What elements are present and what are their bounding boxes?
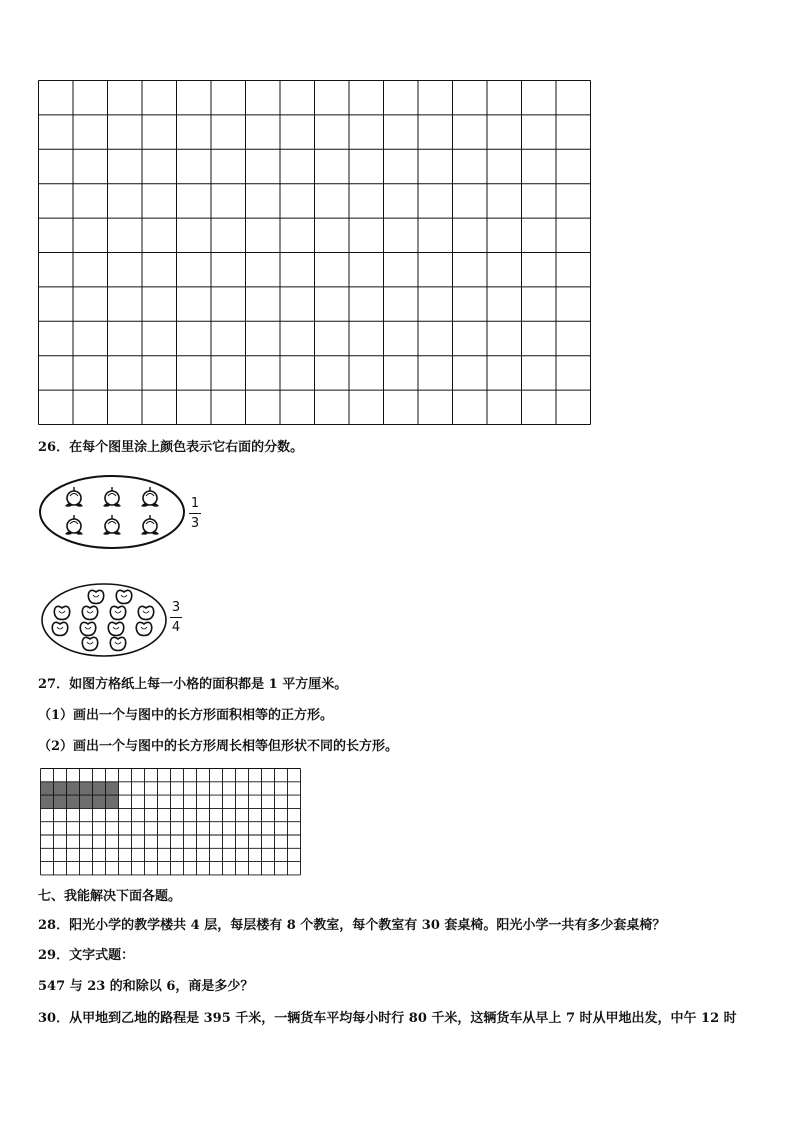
fraction-1-numerator: 1 [190, 496, 200, 511]
q26-prompt: 26．在每个图里涂上颜色表示它右面的分数。 [38, 440, 304, 455]
fraction-2-numerator: 3 [171, 600, 181, 615]
section-7-title: 七、我能解决下面各题。 [38, 889, 182, 904]
peach-icon [103, 515, 121, 535]
peach-icon [65, 515, 83, 535]
q27-part-1: （1）画出一个与图中的长方形面积相等的正方形。 [38, 708, 334, 723]
apple-icon [80, 622, 95, 635]
fraction-2-denominator: 4 [171, 620, 181, 635]
q26-group-2-oval [40, 582, 168, 658]
graph-paper-grid [40, 768, 304, 876]
apple-icon [110, 637, 125, 650]
apple-icon [54, 606, 69, 619]
q27-part-2: （2）画出一个与图中的长方形周长相等但形状不同的长方形。 [38, 739, 399, 754]
answer-grid [38, 80, 591, 425]
q29-text: 547 与 23 的和除以 6，商是多少？ [38, 979, 254, 994]
q30-text: 30．从甲地到乙地的路程是 395 千米，一辆货车平均每小时行 80 千米，这辆货车从早上 7 时从甲地出发，中午 12 时 [38, 1011, 737, 1026]
apple-icon [82, 606, 97, 619]
apple-icon [108, 622, 123, 635]
q26-group-1-oval [38, 474, 186, 550]
fraction-2-bar [170, 617, 182, 618]
fraction-one-third [189, 496, 201, 531]
apple-icon [138, 606, 153, 619]
peach-icon [141, 515, 159, 535]
fraction-1-bar [189, 513, 201, 514]
peach-icon [141, 487, 159, 507]
apple-icon [110, 606, 125, 619]
q29-label: 29．文字式题： [38, 948, 135, 963]
apple-icon [52, 622, 67, 635]
q28-text: 28．阳光小学的教学楼共 4 层，每层楼有 8 个教室，每个教室有 30 套桌椅。阳光小学一共有多少套桌椅？ [38, 918, 666, 933]
apple-icon [88, 590, 103, 603]
peach-icon [65, 487, 83, 507]
apple-icon [116, 590, 131, 603]
q27-prompt: 27．如图方格纸上每一小格的面积都是 1 平方厘米。 [38, 677, 348, 692]
fraction-1-denominator: 3 [190, 516, 200, 531]
apple-icon [136, 622, 151, 635]
apple-icon [82, 637, 97, 650]
fraction-three-quarters [170, 600, 182, 635]
peach-icon [103, 487, 121, 507]
